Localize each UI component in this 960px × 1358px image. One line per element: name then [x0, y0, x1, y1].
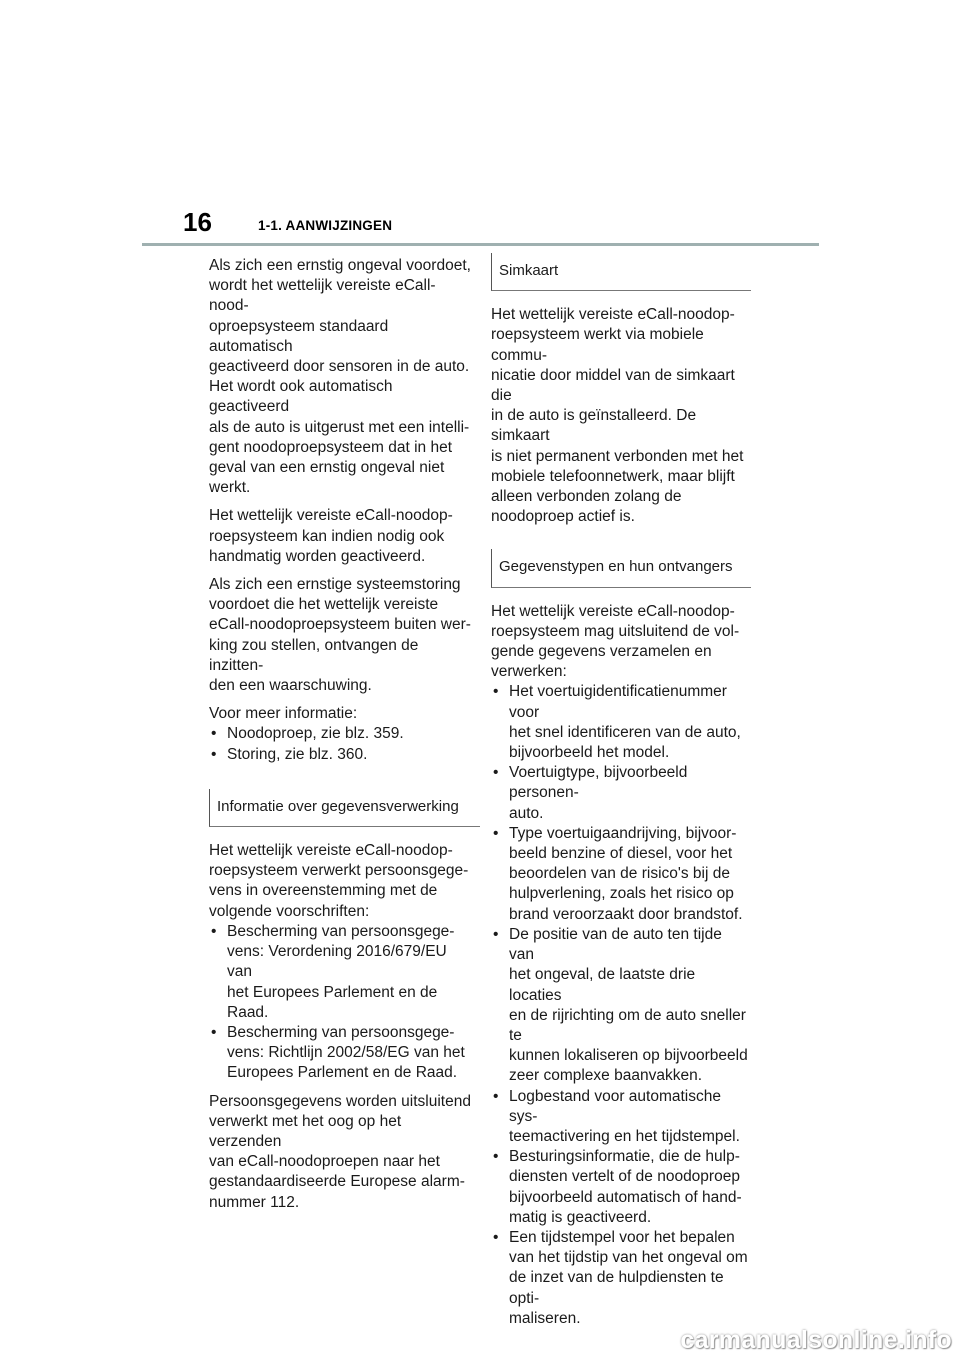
list-item: • Type voertuigaandrijving, bijvoor- beeld benzine of diesel, voor het beoordelen van de risico's bij de hulpverlening, zoals het risico op brand veroorzaakt door brandstof. [491, 824, 751, 925]
paragraph: Het wettelijk vereiste eCall-noodop- roepsysteem kan indien nodig ook handmatig worden geactiveerd. [209, 507, 453, 565]
paragraph: Als zich een ernstig ongeval voordoet, wordt het wettelijk vereiste eCall-nood- oproepsysteem standaard automatisch geactiveerd door sensoren in de auto. Het wordt ook automatisch geactiveerd als de auto is uitgerust met een intelli- gent noodoproepsysteem dat in het geval van een ernstig ongeval niet werkt. [209, 257, 471, 497]
list-item: • De positie van de auto ten tijde van het ongeval, de laatste drie locaties en de rijrichting om de auto sneller te kunnen lokaliseren op bijvoorbeeld zeer complexe baanvakken. [491, 925, 751, 1087]
regulations-list [209, 922, 471, 1084]
right-column [491, 253, 751, 1337]
heading-data-types: Gegevenstypen en hun ontvangers [491, 549, 751, 587]
page-number: 16 [183, 207, 212, 237]
list-item: • Bescherming van persoonsgege- vens: Verordening 2016/679/EU van het Europees Parlement en de Raad. [209, 922, 471, 1023]
left-column [209, 256, 471, 1221]
list-item: • Besturingsinformatie, die de hulp- diensten vertelt of de noodoproep bijvoorbeeld automatisch of hand- matig is geactiveerd. [491, 1147, 751, 1228]
list-item: • Storing, zie blz. 360. [209, 745, 471, 765]
paragraph: Voor meer informatie: [209, 705, 358, 723]
watermark: carmanualsonline.info [680, 1326, 952, 1354]
paragraph: Als zich een ernstige systeemstoring voordoet die het wettelijk vereiste eCall-noodoproepsysteem buiten wer- king zou stellen, ontvangen de inzitten- den een waarschuwing. [209, 576, 471, 695]
header-divider [142, 243, 819, 246]
heading-data-processing: Informatie over gegevensverwerking [209, 789, 480, 827]
paragraph: Persoonsgegevens worden uitsluitend verwerkt met het oog op het verzenden van eCall-noodoproepen naar het gestandaardiseerde Europese alarm- nummer 112. [209, 1092, 471, 1211]
heading-simcard: Simkaart [491, 253, 751, 291]
paragraph: Het wettelijk vereiste eCall-noodop- roepsysteem mag uitsluitend de vol- gende gegevens verzamelen en verwerken: [491, 602, 740, 681]
data-types-list [491, 682, 751, 1329]
list-item: • Voertuigtype, bijvoorbeeld personen- auto. [491, 763, 751, 824]
list-item: • Het voertuigidentificatienummer voor het snel identificeren van de auto, bijvoorbeeld het model. [491, 682, 751, 763]
paragraph: Het wettelijk vereiste eCall-noodop- roepsysteem verwerkt persoonsgege- vens in overeenstemming met de volgende voorschriften: [209, 842, 469, 920]
list-item: • Logbestand voor automatische sys- teemactivering en het tijdstempel. [491, 1087, 751, 1148]
list-item: • Bescherming van persoonsgege- vens: Richtlijn 2002/58/EG van het Europees Parlement en de Raad. [209, 1023, 471, 1084]
more-info-list [209, 724, 471, 764]
list-item: • Een tijdstempel voor het bepalen van het tijdstip van het ongeval om de inzet van de hulpdiensten te opti- maliseren. [491, 1228, 751, 1329]
paragraph: Het wettelijk vereiste eCall-noodop- roepsysteem werkt via mobiele commu- nicatie door middel van de simkaart die in de auto is geïnstalleerd. De simkaart is niet permanent verbonden met het mobiele telefoonnetwerk, maar blijft alleen verbonden zolang de noodoproep actief is. [491, 306, 744, 526]
section-title: 1-1. AANWIJZINGEN [258, 218, 393, 233]
list-item: • Noodoproep, zie blz. 359. [209, 724, 471, 744]
